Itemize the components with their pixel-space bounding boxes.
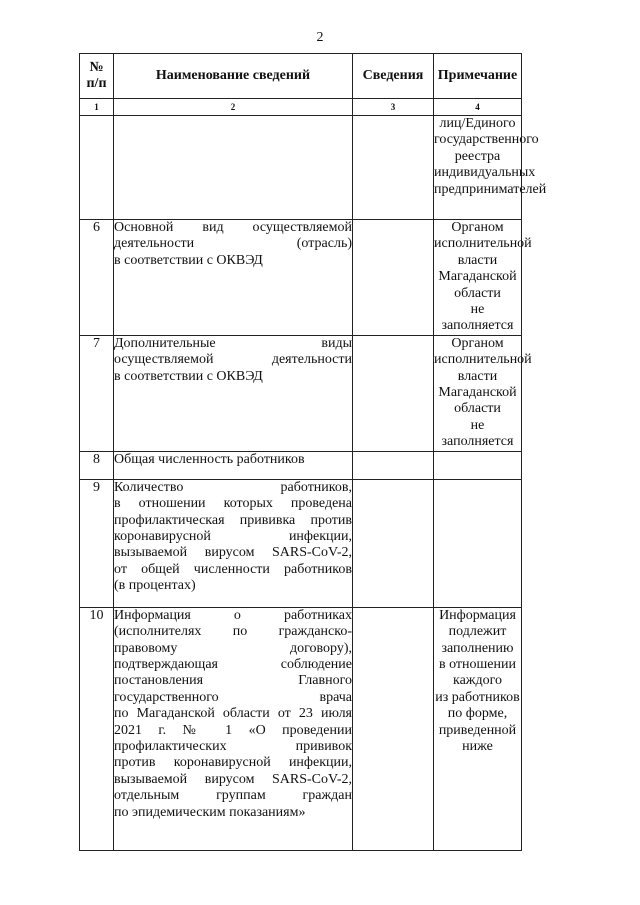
row-name-line: постановления Главного	[114, 673, 352, 689]
row-note-line: Органом	[451, 335, 504, 351]
row-note-line: власти Магаданской	[438, 252, 517, 285]
row-name	[114, 479, 353, 607]
row-note	[434, 451, 522, 479]
table-row	[80, 607, 522, 850]
row-name-line: в соответствии с ОКВЭД	[114, 368, 263, 384]
row-note-line: области	[454, 285, 501, 301]
row-number	[80, 116, 114, 220]
row-number: 7	[80, 335, 114, 451]
row-name-line: государственного врача	[114, 689, 352, 705]
row-note	[434, 479, 522, 607]
column-number: 1	[80, 99, 114, 116]
row-note-line: из работников	[435, 689, 520, 705]
row-name-line: Основной вид осуществляемой	[114, 220, 352, 235]
row-name-line: подтверждающая соблюдение	[114, 656, 352, 672]
row-note-line: не заполняется	[441, 417, 514, 450]
table-row	[80, 220, 522, 336]
row-note-line: каждого	[453, 673, 502, 689]
row-note-line: в отношении	[438, 656, 516, 672]
row-name-line: Дополнительные виды	[114, 335, 352, 351]
row-name-line: 2021 г. № 1 «О проведении	[114, 722, 352, 738]
row-info	[353, 220, 434, 336]
row-name	[114, 451, 353, 479]
row-info	[353, 607, 434, 850]
row-name-line: вызываемой вирусом SARS-CoV-2,	[114, 771, 352, 787]
row-name	[114, 335, 353, 451]
row-note-line: Органом	[451, 220, 504, 235]
row-note-line: области	[454, 401, 501, 417]
info-table	[79, 53, 547, 851]
row-info	[353, 116, 434, 220]
row-name-line: профилактических прививок	[114, 738, 352, 754]
row-name-line: правовому договору),	[114, 640, 352, 656]
row-name-line: по Магаданской области от 23 июля	[114, 706, 352, 722]
row-note	[434, 335, 532, 451]
row-name-line: вызываемой вирусом SARS-CoV-2,	[114, 545, 352, 561]
row-name-line: против коронавирусной инфекции,	[114, 755, 352, 771]
row-note-line: Информация	[439, 607, 516, 623]
row-name-line: осуществляемой деятельности	[114, 352, 352, 368]
row-note-line: подлежит	[448, 624, 507, 640]
row-note-line: исполнительной	[434, 236, 532, 252]
row-note-line: приведенной ниже	[438, 722, 517, 754]
row-note-line: индивидуальных	[434, 165, 536, 181]
row-name-line: Информация о работниках	[114, 607, 352, 623]
row-name-line: отдельным группам граждан	[114, 788, 352, 804]
row-note-line: по форме,	[447, 706, 508, 722]
row-note	[434, 220, 532, 336]
row-note-line: лиц/Единого	[439, 116, 516, 131]
row-name-line: от общей численности работников	[114, 561, 352, 577]
header-number: № п/п	[80, 54, 114, 99]
column-number: 3	[353, 99, 434, 116]
page-number: 2	[316, 30, 324, 45]
row-name-line: (исполнителях по гражданско-	[114, 624, 352, 640]
row-name-line: в отношении которых проведена	[114, 496, 352, 512]
row-number: 10	[80, 607, 114, 850]
row-number: 6	[80, 220, 114, 336]
row-note	[434, 116, 547, 220]
row-note-line: исполнительной	[434, 352, 532, 368]
row-note-line: реестра	[454, 148, 501, 164]
header-note: Примечание	[434, 54, 522, 99]
header-info: Сведения	[353, 54, 434, 99]
table-row	[80, 451, 522, 479]
row-note-line: государственного	[434, 132, 539, 148]
row-name-line: коронавирусной инфекции,	[114, 528, 352, 544]
row-info	[353, 335, 434, 451]
row-note-line: предпринимателей	[434, 181, 547, 197]
header-row	[80, 54, 522, 99]
row-name	[114, 220, 353, 336]
row-name-line: по эпидемическим показаниям»	[114, 804, 306, 820]
table-row	[80, 479, 522, 607]
column-number: 2	[114, 99, 353, 116]
row-note-line: не заполняется	[441, 302, 514, 334]
row-info	[353, 479, 434, 607]
row-name-line: профилактическая прививка против	[114, 512, 352, 528]
column-number: 4	[434, 99, 522, 116]
row-name	[114, 116, 353, 220]
row-number: 8	[80, 451, 114, 479]
row-name-line: деятельности (отрасль)	[114, 236, 352, 252]
row-name-line: (в процентах)	[114, 578, 196, 594]
table-row	[80, 335, 522, 451]
row-note-line: заполнению	[441, 640, 514, 656]
row-number: 9	[80, 479, 114, 607]
header-name: Наименование сведений	[114, 54, 353, 99]
row-info	[353, 451, 434, 479]
row-note-line: власти Магаданской	[438, 368, 517, 401]
row-name-line: Общая численность работников	[114, 451, 305, 467]
row-note	[434, 607, 522, 850]
row-name-line: в соответствии с ОКВЭД	[114, 252, 263, 268]
row-name-line: Количество работников,	[114, 479, 352, 495]
column-number-row	[80, 99, 522, 116]
table-row	[80, 116, 522, 220]
row-name	[114, 607, 353, 850]
